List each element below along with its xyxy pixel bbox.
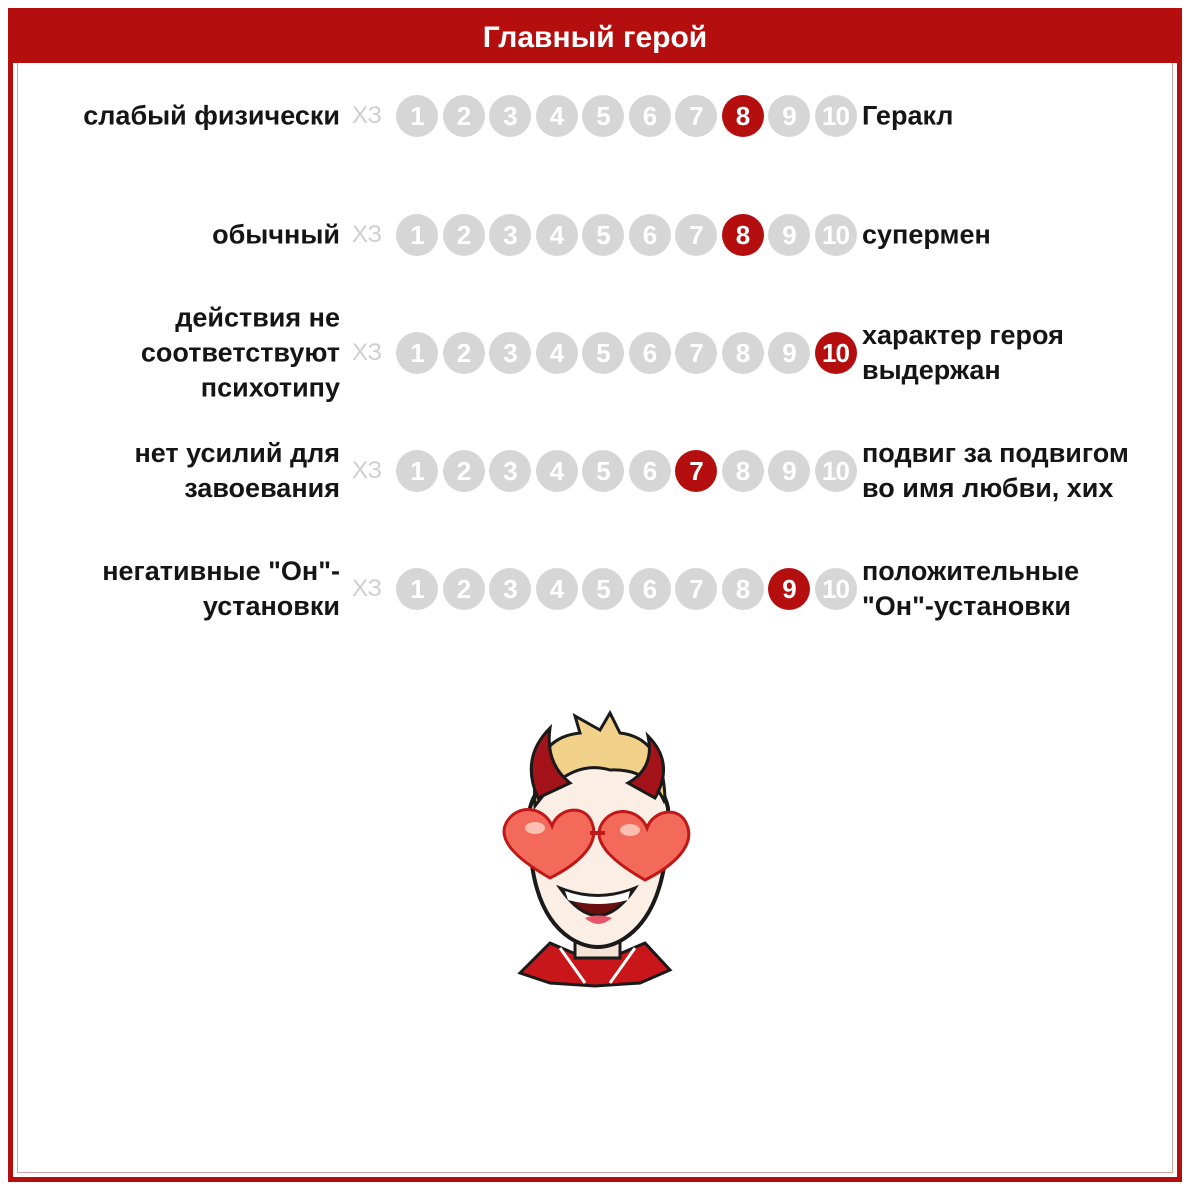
rating-dot: 1	[396, 214, 438, 256]
rating-dot: 8	[722, 450, 764, 492]
rating-left-label: обычный	[212, 219, 340, 250]
rating-dot: 1	[396, 568, 438, 610]
rating-left-label: нет усилий для завоевания	[134, 438, 340, 503]
rating-dot: 1	[396, 95, 438, 137]
rating-dot: 2	[443, 214, 485, 256]
rating-left-label: слабый физически	[83, 100, 340, 131]
rating-dot: 3	[489, 95, 531, 137]
rating-dot: 9	[768, 332, 810, 374]
rating-left-label: негативные "Он"- установки	[102, 556, 340, 621]
rating-dot: 4	[536, 214, 578, 256]
rating-dot: 10	[815, 568, 857, 610]
rating-right-label: подвиг за подвигом во имя любви, хих	[862, 438, 1129, 503]
rating-dot: 9	[768, 450, 810, 492]
rating-dot: 8	[722, 568, 764, 610]
rating-dot: 5	[582, 95, 624, 137]
rating-dot: 5	[582, 450, 624, 492]
rating-dot: 2	[443, 568, 485, 610]
rating-dot: 7	[675, 214, 717, 256]
rating-dot: 5	[582, 332, 624, 374]
rating-dot: 7	[675, 95, 717, 137]
rating-dot: 10	[815, 214, 857, 256]
rating-scale	[396, 95, 857, 137]
rating-scale	[396, 450, 857, 492]
rating-dot: 7	[675, 332, 717, 374]
rating-dot-selected: 8	[722, 95, 764, 137]
rating-dot: 3	[489, 450, 531, 492]
page-title: Главный герой	[13, 13, 1177, 63]
unknown-option: ХЗ	[352, 102, 382, 129]
rating-dot: 6	[629, 450, 671, 492]
rating-dot: 1	[396, 450, 438, 492]
rating-dot: 1	[396, 332, 438, 374]
rating-right-label: положительные "Он"-установки	[862, 556, 1080, 621]
unknown-option: ХЗ	[352, 339, 382, 366]
rating-dot: 6	[629, 568, 671, 610]
rating-dot: 3	[489, 568, 531, 610]
devil-avatar-icon	[490, 708, 705, 993]
rating-right-label: характер героя выдержан	[862, 320, 1064, 385]
rating-scale	[396, 214, 857, 256]
rating-dot-selected: 8	[722, 214, 764, 256]
rating-scale	[396, 332, 857, 374]
rating-dot: 6	[629, 95, 671, 137]
rating-right-label: супермен	[862, 219, 991, 250]
rating-dot: 4	[536, 332, 578, 374]
rating-right-label: Геракл	[862, 100, 954, 131]
rating-dot-selected: 10	[815, 332, 857, 374]
rating-dot: 6	[629, 332, 671, 374]
rating-dot: 4	[536, 568, 578, 610]
rating-dot: 6	[629, 214, 671, 256]
rating-dot: 9	[768, 214, 810, 256]
rating-dot: 8	[722, 332, 764, 374]
rating-dot: 7	[675, 568, 717, 610]
rating-scale	[396, 568, 857, 610]
rating-dot: 2	[443, 332, 485, 374]
rating-dot-selected: 7	[675, 450, 717, 492]
rating-dot: 3	[489, 332, 531, 374]
unknown-option: ХЗ	[352, 221, 382, 248]
rating-dot: 5	[582, 568, 624, 610]
unknown-option: ХЗ	[352, 575, 382, 602]
rating-dot-selected: 9	[768, 568, 810, 610]
rating-dot: 2	[443, 95, 485, 137]
rating-left-label: действия не соответствуют психотипу	[140, 302, 340, 403]
rating-dot: 10	[815, 95, 857, 137]
rating-dot: 2	[443, 450, 485, 492]
rating-dot: 4	[536, 95, 578, 137]
rating-dot: 3	[489, 214, 531, 256]
rating-dot: 9	[768, 95, 810, 137]
rating-dot: 5	[582, 214, 624, 256]
rating-dot: 4	[536, 450, 578, 492]
unknown-option: ХЗ	[352, 457, 382, 484]
rating-dot: 10	[815, 450, 857, 492]
